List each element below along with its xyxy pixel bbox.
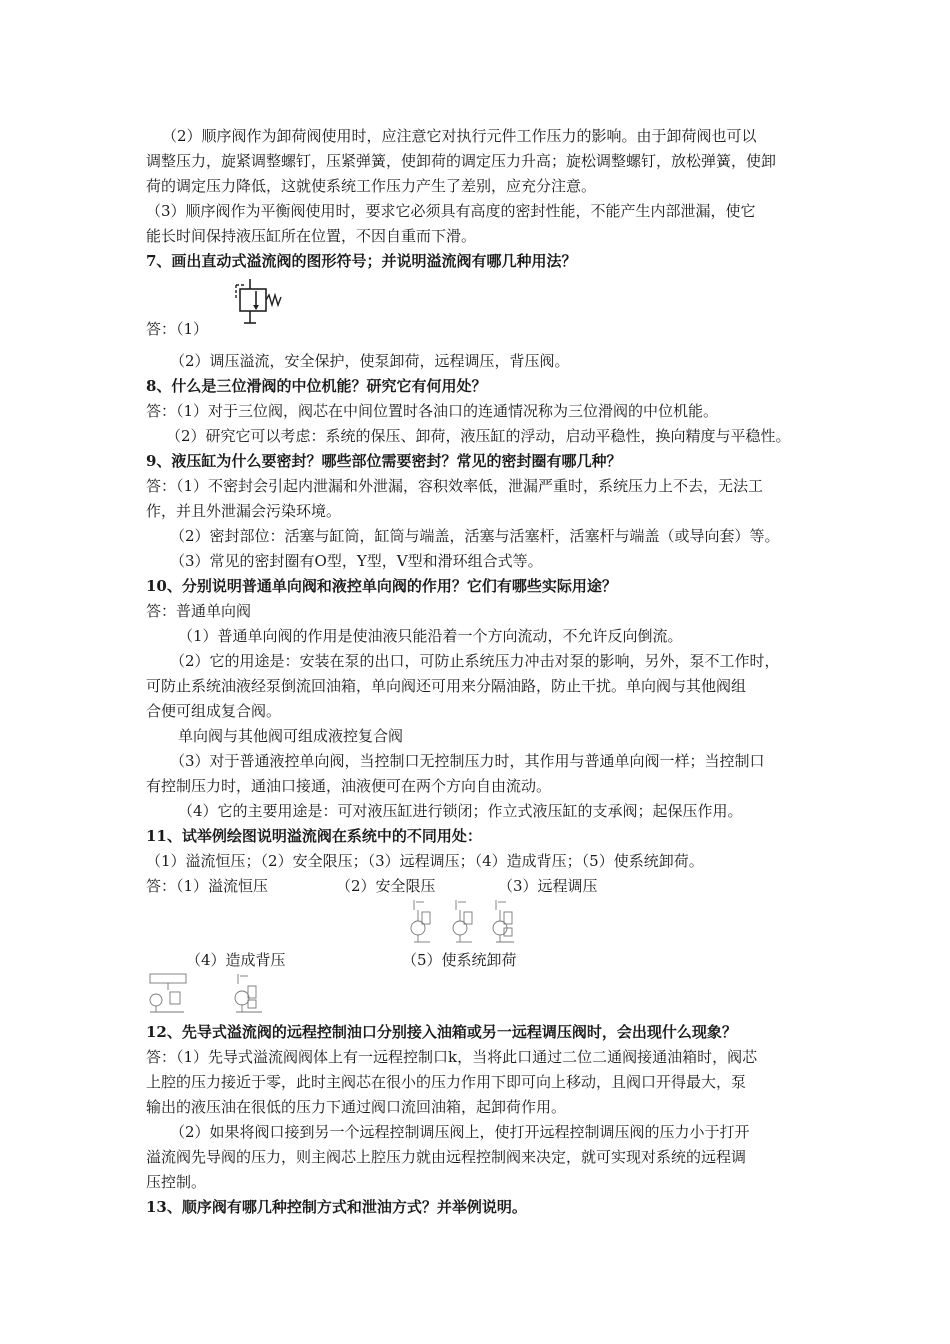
- question-heading: 13、顺序阀有哪几种控制方式和泄油方式？并举例说明。: [146, 1198, 527, 1216]
- paragraph-line: （2）研究它可以考虑：系统的保压、卸荷，液压缸的浮动，启动平稳性，换向精度与平稳性。: [166, 427, 791, 445]
- paragraph-line: （4）它的主要用途是：可对液压缸进行锁闭；作立式液压缸的支承阀；起保压作用。: [178, 802, 743, 820]
- question-heading: 10、分别说明普通单向阀和液控单向阀的作用？它们有哪些实际用途？: [146, 577, 617, 595]
- paragraph-line: 有控制压力时，通油口接通，油液便可在两个方向自由流动。: [146, 777, 552, 795]
- paragraph-line: （2）如果将阀口接到另一个远程控制调压阀上，使打开远程控制调压阀的压力小于打开: [170, 1123, 750, 1141]
- question-heading: 12、先导式溢流阀的远程控制油口分别接入油箱或另一远程调压阀时，会出现什么现象？: [146, 1023, 737, 1041]
- paragraph-line: 合便可组成复合阀。: [146, 702, 282, 720]
- question-heading: 7、画出直动式溢流阀的图形符号；并说明溢流阀有哪几种用法？: [146, 252, 577, 270]
- paragraph-line: （1）溢流恒压；（2）安全限压；（3）远程调压；（4）造成背压；（5）使系统卸荷。: [146, 852, 704, 870]
- paragraph-line: 上腔的压力接近于零，此时主阀芯在很小的压力作用下即可向上移动，且阀口开得最大，泵: [146, 1073, 747, 1091]
- paragraph-line: （2）调压溢流，安全保护，使泵卸荷，远程调压，背压阀。: [170, 352, 570, 370]
- circuit-figure-group: [408, 898, 518, 948]
- paragraph-line: 答：（1）对于三位阀，阀芯在中间位置时各油口的连通情况称为三位滑阀的中位机能。: [146, 402, 719, 420]
- question-heading: 9、液压缸为什么要密封？哪些部位需要密封？常见的密封圈有哪几种？: [146, 452, 622, 470]
- paragraph-line: 可防止系统油液经泵倒流回油箱，单向阀还可用来分隔油路，防止干扰。单向阀与其他阀组: [146, 677, 747, 695]
- paragraph-line: 答：（1）溢流恒压: [146, 877, 269, 895]
- paragraph-line: （3）远程调压: [498, 877, 598, 895]
- paragraph-line: （2）顺序阀作为卸荷阀使用时，应注意它对执行元件工作压力的影响。由于卸荷阀也可以: [162, 127, 757, 145]
- paragraph-line: （2）密封部位：活塞与缸筒，缸筒与端盖，活塞与活塞杆，活塞杆与端盖（或导向套）等。: [170, 527, 780, 545]
- circuit-figure-group: [144, 972, 270, 1018]
- paragraph-line: 能长时间保持液压缸所在位置，不因自重而下滑。: [146, 227, 477, 245]
- paragraph-line: 答：（1）先导式溢流阀阀体上有一远程控制口k，当将此口通过二位二通阀接通油箱时，阀芯: [146, 1048, 758, 1066]
- paragraph-line: （2）安全限压: [336, 877, 436, 895]
- paragraph-line: （4）造成背压: [186, 951, 286, 969]
- paragraph-line: 答：（1）不密封会引起内泄漏和外泄漏，容积效率低，泄漏严重时，系统压力上不去，无法工: [146, 477, 764, 495]
- paragraph-line: 作，并且外泄漏会污染环境。: [146, 502, 342, 520]
- paragraph-line: 单向阀与其他阀可组成液控复合阀: [178, 727, 404, 745]
- paragraph-line: （2）它的用途是：安装在泵的出口，可防止系统压力冲击对泵的影响，另外，泵不工作时，: [170, 652, 780, 670]
- paragraph-line: 调整压力，旋紧调整螺钉，压紧弹簧，使卸荷的调定压力升高；旋松调整螺钉，放松弹簧，使卸: [146, 152, 777, 170]
- paragraph-line: 答：（1）: [146, 320, 209, 338]
- paragraph-line: 荷的调定压力降低，这就使系统工作压力产生了差别，应充分注意。: [146, 177, 597, 195]
- paragraph-line: （3）顺序阀作为平衡阀使用时，要求它必须具有高度的密封性能，不能产生内部泄漏，使它: [146, 202, 756, 220]
- paragraph-line: （5）使系统卸荷: [402, 951, 517, 969]
- paragraph-line: 输出的液压油在很低的压力下通过阀口流回油箱，起卸荷作用。: [146, 1098, 567, 1116]
- question-heading: 11、试举例绘图说明溢流阀在系统中的不同用处：: [146, 827, 482, 845]
- paragraph-line: （1）普通单向阀的作用是使油液只能沿着一个方向流动，不允许反向倒流。: [178, 627, 683, 645]
- paragraph-line: 溢流阀先导阀的压力，则主阀芯上腔压力就由远程控制阀来决定，就可实现对系统的远程调: [146, 1148, 747, 1166]
- paragraph-line: （3）常见的密封圈有O型，Y型，V型和滑环组合式等。: [170, 552, 543, 570]
- paragraph-line: 答：普通单向阀: [146, 602, 252, 620]
- paragraph-line: 压控制。: [146, 1173, 207, 1191]
- question-heading: 8、什么是三位滑阀的中位机能？研究它有何用处？: [146, 377, 487, 395]
- paragraph-line: （3）对于普通液控单向阀，当控制口无控制压力时，其作用与普通单向阀一样；当控制口: [170, 752, 765, 770]
